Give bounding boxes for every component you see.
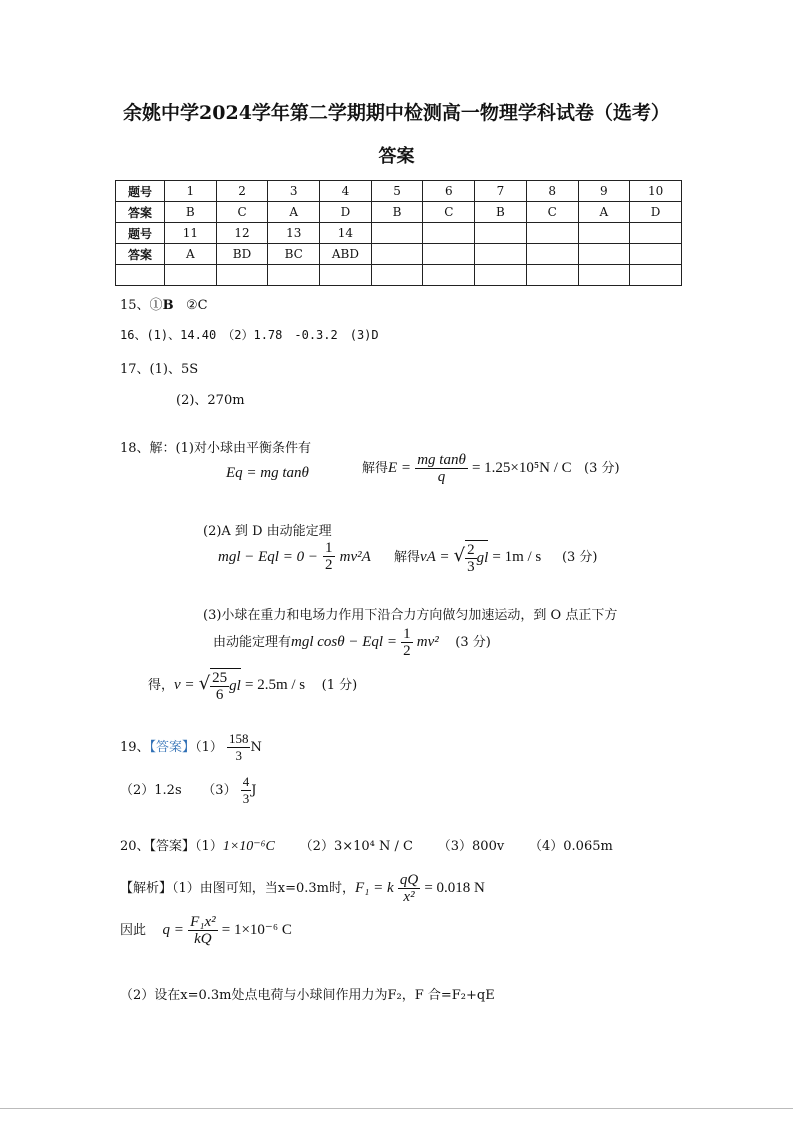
eq1-left: Eq = mg tanθ — [226, 465, 309, 481]
eq2-result: = 1m / s — [492, 549, 542, 565]
table-cell: 8 — [526, 181, 578, 202]
q-left: q = — [162, 922, 184, 938]
eq1-result: = 1.25×10⁵N / C — [471, 460, 572, 476]
table-row — [116, 265, 682, 286]
q19-den3: 3 — [242, 791, 250, 806]
q19-answer-tag: 【答案】 — [149, 740, 196, 755]
eq2-sden: 3 — [467, 559, 475, 575]
answer-18-part3-line2 — [213, 626, 491, 659]
answer-16: 16、(1)、14.40 （2）1.78 -0.3.2 (3)D — [120, 328, 379, 342]
table-header-cell: 题号 — [116, 181, 165, 202]
table-cell — [526, 223, 578, 244]
q19-den1: 3 — [235, 748, 242, 763]
analysis-20-line2 — [120, 914, 292, 947]
table-cell — [371, 244, 423, 265]
eq2-left: mgl − Eql = 0 − — [218, 549, 318, 565]
table-cell: B — [165, 202, 217, 223]
sqrt-icon: √ — [453, 545, 466, 566]
q15-mark-a: ① — [149, 298, 163, 313]
q19-unit1: N — [250, 740, 262, 755]
table-cell: 9 — [578, 181, 630, 202]
eq3-score: (3 分) — [455, 635, 491, 650]
table-cell — [578, 265, 630, 286]
q19-unit3: J — [251, 783, 257, 798]
answer-17-part2: (2)、270m — [176, 393, 245, 408]
answer-20 — [120, 835, 613, 855]
table-cell — [423, 244, 475, 265]
table-cell: D — [630, 202, 682, 223]
table-cell: 7 — [475, 181, 527, 202]
q-num: F₁x² — [190, 914, 216, 930]
table-cell — [371, 223, 423, 244]
q19-num3: 4 — [242, 774, 250, 789]
table-cell: BC — [268, 244, 320, 265]
table-cell — [371, 265, 423, 286]
table-cell: 3 — [268, 181, 320, 202]
answer-15 — [120, 294, 208, 313]
table-header-cell: 题号 — [116, 223, 165, 244]
eq1-den: q — [437, 469, 446, 485]
f1-result: = 0.018 N — [424, 880, 485, 896]
table-cell — [526, 244, 578, 265]
equation-18-2-result — [394, 540, 598, 575]
eq2-num: 1 — [325, 540, 333, 556]
table-header-cell: 答案 — [116, 202, 165, 223]
eq2-label: 解得 — [394, 550, 421, 565]
answer-19-line2 — [120, 774, 256, 807]
equation-18-1 — [226, 462, 309, 482]
table-cell — [268, 265, 320, 286]
analysis-tag: 【解析】 — [120, 881, 173, 896]
eq1-score: (3 分) — [584, 461, 620, 476]
q-result: = 1×10⁻⁶ C — [221, 922, 292, 938]
q19-num1: 158 — [228, 731, 249, 746]
q-fraction — [188, 914, 218, 947]
q20-a3: （3）800v — [437, 839, 505, 854]
eq3-left: mgl cosθ − Eql = — [291, 634, 397, 650]
eq2-den: 2 — [325, 557, 333, 573]
table-cell: D — [320, 202, 372, 223]
table-row — [116, 202, 682, 223]
q19-part3: （3） — [202, 783, 237, 798]
q15-prefix: 15、 — [120, 298, 150, 313]
eq4-snum: 25 — [212, 670, 228, 686]
table-cell — [630, 223, 682, 244]
table-cell: 6 — [423, 181, 475, 202]
table-cell: 4 — [320, 181, 372, 202]
table-row — [116, 244, 682, 265]
table-cell: 12 — [216, 223, 268, 244]
f1-den: x² — [403, 889, 415, 905]
table-cell: 11 — [165, 223, 217, 244]
eq2-snum: 2 — [467, 542, 475, 558]
table-cell — [216, 265, 268, 286]
eq2-stail: gl — [476, 550, 489, 566]
analysis-20-part2: （2）设在x=0.3m处点电荷与小球间作用力为F₂，F 合=F₂+qE — [120, 988, 495, 1003]
page-title: 余姚中学2024学年第二学期期中检测高一物理学科试卷（选考） — [123, 102, 670, 124]
table-cell — [475, 223, 527, 244]
eq2-va: vA = — [420, 549, 450, 565]
equation-18-2 — [218, 540, 371, 573]
table-cell — [578, 244, 630, 265]
table-cell: 14 — [320, 223, 372, 244]
eq4-score: (1 分) — [321, 678, 358, 693]
equation-18-4 — [148, 668, 357, 703]
answer-19-line1 — [120, 731, 262, 764]
table-cell: C — [216, 202, 268, 223]
page-subtitle: 答案 — [378, 146, 415, 167]
table-cell: A — [268, 202, 320, 223]
f1-left: F₁ = k — [355, 880, 394, 896]
table-cell: 2 — [216, 181, 268, 202]
table-cell: 1 — [165, 181, 217, 202]
table-cell: A — [165, 244, 217, 265]
table-cell — [630, 265, 682, 286]
q20-a4: （4）0.065m — [529, 839, 613, 854]
part3-label: 由动能定理有 — [213, 635, 292, 650]
table-cell — [526, 265, 578, 286]
q19-part2: （2）1.2s — [120, 783, 182, 798]
table-cell: 10 — [630, 181, 682, 202]
q20-head: 20、【答案】（1） — [120, 839, 223, 854]
table-cell: C — [526, 202, 578, 223]
eq4-sqrt — [210, 668, 241, 703]
table-cell: 13 — [268, 223, 320, 244]
table-cell — [630, 244, 682, 265]
therefore-label: 因此 — [120, 923, 147, 938]
answer-table — [115, 180, 682, 286]
table-header-cell: 答案 — [116, 244, 165, 265]
answer-18-intro: 18、解：(1)对小球由平衡条件有 — [120, 441, 311, 456]
table-cell — [423, 223, 475, 244]
answer-18-part3-line1: (3)小球在重力和电场力作用下沿合力方向做匀加速运动，到 O 点正下方 — [203, 608, 618, 623]
eq4-label: 得， — [148, 678, 175, 693]
eq4-sden: 6 — [215, 687, 224, 703]
table-cell — [475, 244, 527, 265]
q19-fraction-2 — [241, 774, 252, 807]
table-cell: A — [578, 202, 630, 223]
eq1-label: 解得 — [362, 461, 389, 476]
eq3-num: 1 — [403, 626, 411, 642]
eq1-fraction — [415, 452, 468, 485]
table-row — [116, 181, 682, 202]
eq4-stail: gl — [229, 678, 241, 694]
eq4-v: v = — [174, 677, 195, 693]
table-cell — [578, 223, 630, 244]
eq3-tail: mv² — [416, 634, 439, 650]
f1-num: qQ — [399, 872, 419, 888]
eq3-den: 2 — [403, 643, 411, 659]
analysis-20-line1 — [120, 872, 485, 905]
q15-answer-a: B — [162, 298, 174, 313]
table-row — [116, 223, 682, 244]
answer-17-part1: 17、(1)、5S — [120, 362, 199, 377]
eq2-score: (3 分) — [561, 550, 598, 565]
analysis-text: （1）由图可知，当x=0.3m时， — [172, 881, 356, 896]
answer-18-part2: (2)A 到 D 由动能定理 — [203, 524, 332, 539]
f1-fraction — [398, 872, 420, 905]
table-cell — [116, 265, 165, 286]
q19-prefix: 19、 — [120, 740, 150, 755]
eq4-result: = 2.5m / s — [244, 677, 306, 693]
q20-a2: （2）3×10⁴ N / C — [299, 839, 413, 854]
q19-part1: （1） — [195, 740, 223, 755]
table-cell: B — [475, 202, 527, 223]
table-cell: 5 — [371, 181, 423, 202]
q20-a1: 1×10⁻⁶C — [222, 839, 275, 854]
q19-fraction-1 — [227, 731, 251, 764]
table-cell: C — [423, 202, 475, 223]
table-cell — [320, 265, 372, 286]
table-cell: BD — [216, 244, 268, 265]
table-cell: B — [371, 202, 423, 223]
eq3-fraction — [401, 626, 413, 659]
eq2-fraction — [323, 540, 335, 573]
eq1-e: E = — [388, 460, 412, 476]
table-cell: ABD — [320, 244, 372, 265]
equation-18-1-result — [362, 452, 620, 485]
eq2-sqrt — [465, 540, 488, 575]
sqrt-icon: √ — [198, 673, 211, 694]
eq1-num: mg tanθ — [417, 452, 466, 468]
page-bottom-rule — [0, 1108, 793, 1109]
q15-answer-b: ②C — [185, 298, 208, 313]
table-cell — [165, 265, 217, 286]
eq2-tail: mv²A — [339, 549, 371, 565]
table-cell — [423, 265, 475, 286]
table-cell — [475, 265, 527, 286]
q-den: kQ — [194, 931, 212, 947]
